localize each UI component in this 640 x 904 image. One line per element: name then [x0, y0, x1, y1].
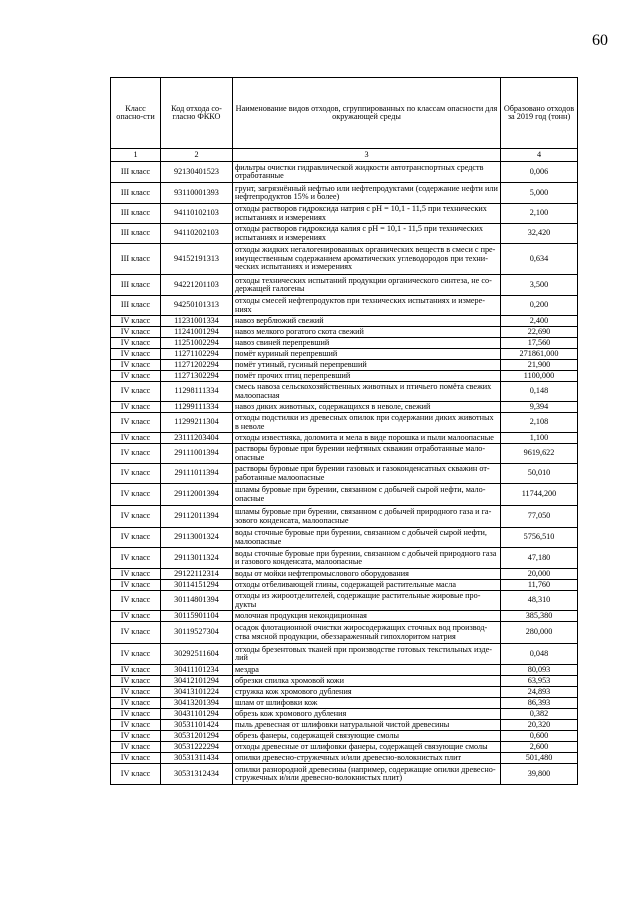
waste-name-cell: навоз диких животных, содержащихся в неволе, свежий [233, 402, 501, 413]
hazard-class-cell: IV класс [111, 413, 161, 433]
amount-cell: 21,900 [501, 360, 578, 371]
waste-name-cell: опилки древесно-стружечных и/или древесно-волокнистых плит [233, 753, 501, 764]
amount-cell: 9619,622 [501, 444, 578, 464]
waste-name-cell: мездра [233, 665, 501, 676]
waste-name-cell: шлам от шлифовки кож [233, 698, 501, 709]
hazard-class-cell: IV класс [111, 360, 161, 371]
waste-name-cell: растворы буровые при бурении газовых и газоконденсатных скважин от-работанные малоопасные [233, 464, 501, 484]
table-body [111, 162, 578, 785]
amount-cell: 1100,000 [501, 371, 578, 382]
waste-name-cell: воды сточные буровые при бурении, связанном с добычей сырой нефти, малоопасные [233, 528, 501, 548]
waste-name-cell: отходы известняка, доломита и мела в виде порошка и пыли малоопасные [233, 433, 501, 444]
amount-cell: 47,180 [501, 548, 578, 569]
hazard-class-cell: IV класс [111, 506, 161, 528]
hazard-class-cell: IV класс [111, 731, 161, 742]
waste-name-cell: воды от мойки нефтепромыслового оборудования [233, 569, 501, 580]
hazard-class-cell: IV класс [111, 338, 161, 349]
amount-cell: 63,953 [501, 676, 578, 687]
table-row [111, 316, 578, 327]
table-row [111, 275, 578, 296]
hazard-class-cell: IV класс [111, 622, 161, 644]
fkko-code-cell: 23111203404 [161, 433, 233, 444]
waste-name-cell: опилки разнородной древесины (например, содержащие опилки древесно-стружечных и/или древесно-волокнистых плит) [233, 764, 501, 785]
waste-name-cell: молочная продукция некондиционная [233, 611, 501, 622]
table-row [111, 548, 578, 569]
amount-cell: 0,200 [501, 296, 578, 316]
fkko-code-cell: 29111011394 [161, 464, 233, 484]
amount-cell: 5,000 [501, 183, 578, 204]
waste-name-cell: отходы древесные от шлифовки фанеры, содержащей связующие смолы [233, 742, 501, 753]
table-row [111, 349, 578, 360]
table-row [111, 580, 578, 591]
waste-name-cell: отходы отбеливающей глины, содержащей растительные масла [233, 580, 501, 591]
fkko-code-cell: 11231001334 [161, 316, 233, 327]
table-row [111, 731, 578, 742]
amount-cell: 2,600 [501, 742, 578, 753]
hazard-class-cell: IV класс [111, 687, 161, 698]
table-row [111, 764, 578, 785]
waste-name-cell: отходы технических испытаний продукции органического синтеза, не со-держащей галогены [233, 275, 501, 296]
table-row [111, 296, 578, 316]
table-row [111, 569, 578, 580]
fkko-code-cell: 94152191313 [161, 244, 233, 275]
table-row [111, 644, 578, 665]
amount-cell: 50,010 [501, 464, 578, 484]
table-row [111, 444, 578, 464]
fkko-code-cell: 30531101424 [161, 720, 233, 731]
amount-cell: 11,760 [501, 580, 578, 591]
hazard-class-cell: IV класс [111, 444, 161, 464]
waste-name-cell: шламы буровые при бурении, связанном с добычей сырой нефти, мало-опасные [233, 484, 501, 506]
fkko-code-cell: 94221201103 [161, 275, 233, 296]
hazard-class-cell: IV класс [111, 676, 161, 687]
hazard-class-cell: IV класс [111, 764, 161, 785]
waste-name-cell: фильтры очистки гидравлической жидкости автотранспортных средств отработанные [233, 162, 501, 183]
table-row [111, 244, 578, 275]
amount-cell: 2,400 [501, 316, 578, 327]
fkko-code-cell: 30531312434 [161, 764, 233, 785]
fkko-code-cell: 30115901104 [161, 611, 233, 622]
fkko-code-cell: 11251002294 [161, 338, 233, 349]
amount-cell: 0,600 [501, 731, 578, 742]
waste-name-cell: отходы брезентовых тканей при производстве готовых текстильных изде-лий [233, 644, 501, 665]
fkko-code-cell: 94110102103 [161, 204, 233, 224]
waste-name-cell: помёт утиный, гусиный перепревший [233, 360, 501, 371]
table-row [111, 382, 578, 402]
table-row [111, 413, 578, 433]
table-row [111, 371, 578, 382]
table-row [111, 622, 578, 644]
hazard-class-cell: IV класс [111, 349, 161, 360]
hazard-class-cell: IV класс [111, 484, 161, 506]
fkko-code-cell: 11298111334 [161, 382, 233, 402]
table-row [111, 611, 578, 622]
fkko-code-cell: 30411101234 [161, 665, 233, 676]
column-number-row [111, 149, 578, 162]
hazard-class-cell: IV класс [111, 611, 161, 622]
amount-cell: 5756,510 [501, 528, 578, 548]
amount-cell: 271861,000 [501, 349, 578, 360]
waste-name-cell: обрезь фанеры, содержащей связующие смолы [233, 731, 501, 742]
amount-cell: 2,108 [501, 413, 578, 433]
fkko-code-cell: 30531201294 [161, 731, 233, 742]
fkko-code-cell: 30292511604 [161, 644, 233, 665]
fkko-code-cell: 92130401523 [161, 162, 233, 183]
header-hazard-class: Класс опасно-сти [111, 78, 161, 149]
waste-name-cell: пыль древесная от шлифовки натуральной чистой древесины [233, 720, 501, 731]
table-row [111, 591, 578, 611]
hazard-class-cell: IV класс [111, 402, 161, 413]
table-row [111, 402, 578, 413]
waste-name-cell: обрезки спилка хромовой кожи [233, 676, 501, 687]
waste-name-cell: смесь навоза сельскохозяйственных животных и птичьего помёта свежих малоопасная [233, 382, 501, 402]
waste-name-cell: отходы растворов гидроксида натрия с pH = 10,1 - 11,5 при технических испытаниях и измерениях [233, 204, 501, 224]
table-row [111, 484, 578, 506]
amount-cell: 17,560 [501, 338, 578, 349]
waste-name-cell: осадок флотационной очистки жиросодержащих сточных вод производ-ства мясной продукции, обеззараженный гипохлоритом натрия [233, 622, 501, 644]
fkko-code-cell: 29122112314 [161, 569, 233, 580]
fkko-code-cell: 11271202294 [161, 360, 233, 371]
hazard-class-cell: IV класс [111, 742, 161, 753]
fkko-code-cell: 11241001294 [161, 327, 233, 338]
amount-cell: 24,893 [501, 687, 578, 698]
column-number: 3 [233, 149, 501, 162]
amount-cell: 86,393 [501, 698, 578, 709]
hazard-class-cell: IV класс [111, 433, 161, 444]
hazard-class-cell: IV класс [111, 528, 161, 548]
fkko-code-cell: 30413101224 [161, 687, 233, 698]
table-row [111, 506, 578, 528]
amount-cell: 501,480 [501, 753, 578, 764]
table-row [111, 338, 578, 349]
fkko-code-cell: 29112001394 [161, 484, 233, 506]
waste-name-cell: отходы подстилки из древесных опилок при содержании диких животных в неволе [233, 413, 501, 433]
hazard-class-cell: IV класс [111, 316, 161, 327]
fkko-code-cell: 94110202103 [161, 224, 233, 244]
amount-cell: 0,148 [501, 382, 578, 402]
amount-cell: 0,382 [501, 709, 578, 720]
table-row [111, 224, 578, 244]
hazard-class-cell: IV класс [111, 371, 161, 382]
waste-name-cell: навоз верблюжий свежий [233, 316, 501, 327]
table-row [111, 753, 578, 764]
hazard-class-cell: IV класс [111, 698, 161, 709]
amount-cell: 3,500 [501, 275, 578, 296]
amount-cell: 39,800 [501, 764, 578, 785]
fkko-code-cell: 30114151294 [161, 580, 233, 591]
column-number: 2 [161, 149, 233, 162]
waste-name-cell: отходы жидких негалогенированных органических веществ в смеси с пре-имущественным содержанием ароматических углеводородов при техни-ческих испытаниях и измерениях [233, 244, 501, 275]
amount-cell: 22,690 [501, 327, 578, 338]
amount-cell: 1,100 [501, 433, 578, 444]
fkko-code-cell: 30114801394 [161, 591, 233, 611]
amount-cell: 11744,200 [501, 484, 578, 506]
header-fkko-code: Код отхода со-гласно ФККО [161, 78, 233, 149]
waste-name-cell: навоз мелкого рогатого скота свежий [233, 327, 501, 338]
hazard-class-cell: III класс [111, 183, 161, 204]
fkko-code-cell: 93110001393 [161, 183, 233, 204]
table-row [111, 687, 578, 698]
fkko-code-cell: 30413201394 [161, 698, 233, 709]
hazard-class-cell: IV класс [111, 569, 161, 580]
column-number: 1 [111, 149, 161, 162]
amount-cell: 32,420 [501, 224, 578, 244]
waste-name-cell: навоз свиней перепревший [233, 338, 501, 349]
amount-cell: 80,093 [501, 665, 578, 676]
hazard-class-cell: IV класс [111, 464, 161, 484]
table-row [111, 162, 578, 183]
table-row [111, 720, 578, 731]
amount-cell: 77,050 [501, 506, 578, 528]
amount-cell: 2,100 [501, 204, 578, 224]
table-row [111, 183, 578, 204]
waste-name-cell: шламы буровые при бурении, связанном с добычей природного газа и га-зового конденсата, малоопасные [233, 506, 501, 528]
amount-cell: 20,000 [501, 569, 578, 580]
table-row [111, 204, 578, 224]
table-row [111, 709, 578, 720]
table-header-row [111, 78, 578, 149]
table-row [111, 742, 578, 753]
hazard-class-cell: IV класс [111, 327, 161, 338]
fkko-code-cell: 30119527304 [161, 622, 233, 644]
waste-name-cell: отходы смесей нефтепродуктов при технических испытаниях и измере-ниях [233, 296, 501, 316]
fkko-code-cell: 11299111334 [161, 402, 233, 413]
amount-cell: 0,634 [501, 244, 578, 275]
table-row [111, 528, 578, 548]
hazard-class-cell: IV класс [111, 665, 161, 676]
amount-cell: 20,320 [501, 720, 578, 731]
hazard-class-cell: III класс [111, 244, 161, 275]
fkko-code-cell: 29112011394 [161, 506, 233, 528]
table-row [111, 433, 578, 444]
waste-name-cell: воды сточные буровые при бурении, связанном с добычей природного газа и газового конденсата, малоопасные [233, 548, 501, 569]
hazard-class-cell: IV класс [111, 548, 161, 569]
waste-name-cell: грунт, загрязнённый нефтью или нефтепродуктами (содержание нефти или нефтепродуктов 15% и более) [233, 183, 501, 204]
waste-name-cell: стружка кож хромового дубления [233, 687, 501, 698]
waste-name-cell: помёт прочих птиц перепревший [233, 371, 501, 382]
hazard-class-cell: III класс [111, 162, 161, 183]
header-waste-name: Наименование видов отходов, сгруппированных по классам опасности для окружающей среды [233, 78, 501, 149]
fkko-code-cell: 30531222294 [161, 742, 233, 753]
header-amount-2019: Образовано отходов за 2019 год (тонн) [501, 78, 578, 149]
table-row [111, 464, 578, 484]
hazard-class-cell: III класс [111, 275, 161, 296]
hazard-class-cell: IV класс [111, 580, 161, 591]
hazard-class-cell: IV класс [111, 720, 161, 731]
waste-name-cell: растворы буровые при бурении нефтяных скважин отработанные мало-опасные [233, 444, 501, 464]
fkko-code-cell: 11271102294 [161, 349, 233, 360]
fkko-code-cell: 94250101313 [161, 296, 233, 316]
table-row [111, 676, 578, 687]
hazard-class-cell: IV класс [111, 382, 161, 402]
fkko-code-cell: 29113011324 [161, 548, 233, 569]
fkko-code-cell: 29111001394 [161, 444, 233, 464]
waste-name-cell: отходы растворов гидроксида калия с pH = 10,1 - 11,5 при технических испытаниях и измерениях [233, 224, 501, 244]
fkko-code-cell: 29113001324 [161, 528, 233, 548]
amount-cell: 0,006 [501, 162, 578, 183]
fkko-code-cell: 11271302294 [161, 371, 233, 382]
amount-cell: 48,310 [501, 591, 578, 611]
hazard-class-cell: III класс [111, 224, 161, 244]
waste-table [110, 77, 578, 785]
fkko-code-cell: 30431101294 [161, 709, 233, 720]
page-number: 60 [592, 32, 608, 49]
hazard-class-cell: III класс [111, 296, 161, 316]
table-row [111, 327, 578, 338]
waste-name-cell: обрезь кож хромового дубления [233, 709, 501, 720]
fkko-code-cell: 30412101294 [161, 676, 233, 687]
hazard-class-cell: III класс [111, 204, 161, 224]
amount-cell: 9,394 [501, 402, 578, 413]
column-number: 4 [501, 149, 578, 162]
amount-cell: 280,000 [501, 622, 578, 644]
hazard-class-cell: IV класс [111, 644, 161, 665]
hazard-class-cell: IV класс [111, 709, 161, 720]
fkko-code-cell: 30531311434 [161, 753, 233, 764]
table-row [111, 698, 578, 709]
table-row [111, 360, 578, 371]
hazard-class-cell: IV класс [111, 591, 161, 611]
fkko-code-cell: 11299211304 [161, 413, 233, 433]
table-row [111, 665, 578, 676]
waste-name-cell: отходы из жироотделителей, содержащие растительные жировые про-дукты [233, 591, 501, 611]
hazard-class-cell: IV класс [111, 753, 161, 764]
waste-name-cell: помёт куриный перепревший [233, 349, 501, 360]
amount-cell: 385,380 [501, 611, 578, 622]
amount-cell: 0,048 [501, 644, 578, 665]
